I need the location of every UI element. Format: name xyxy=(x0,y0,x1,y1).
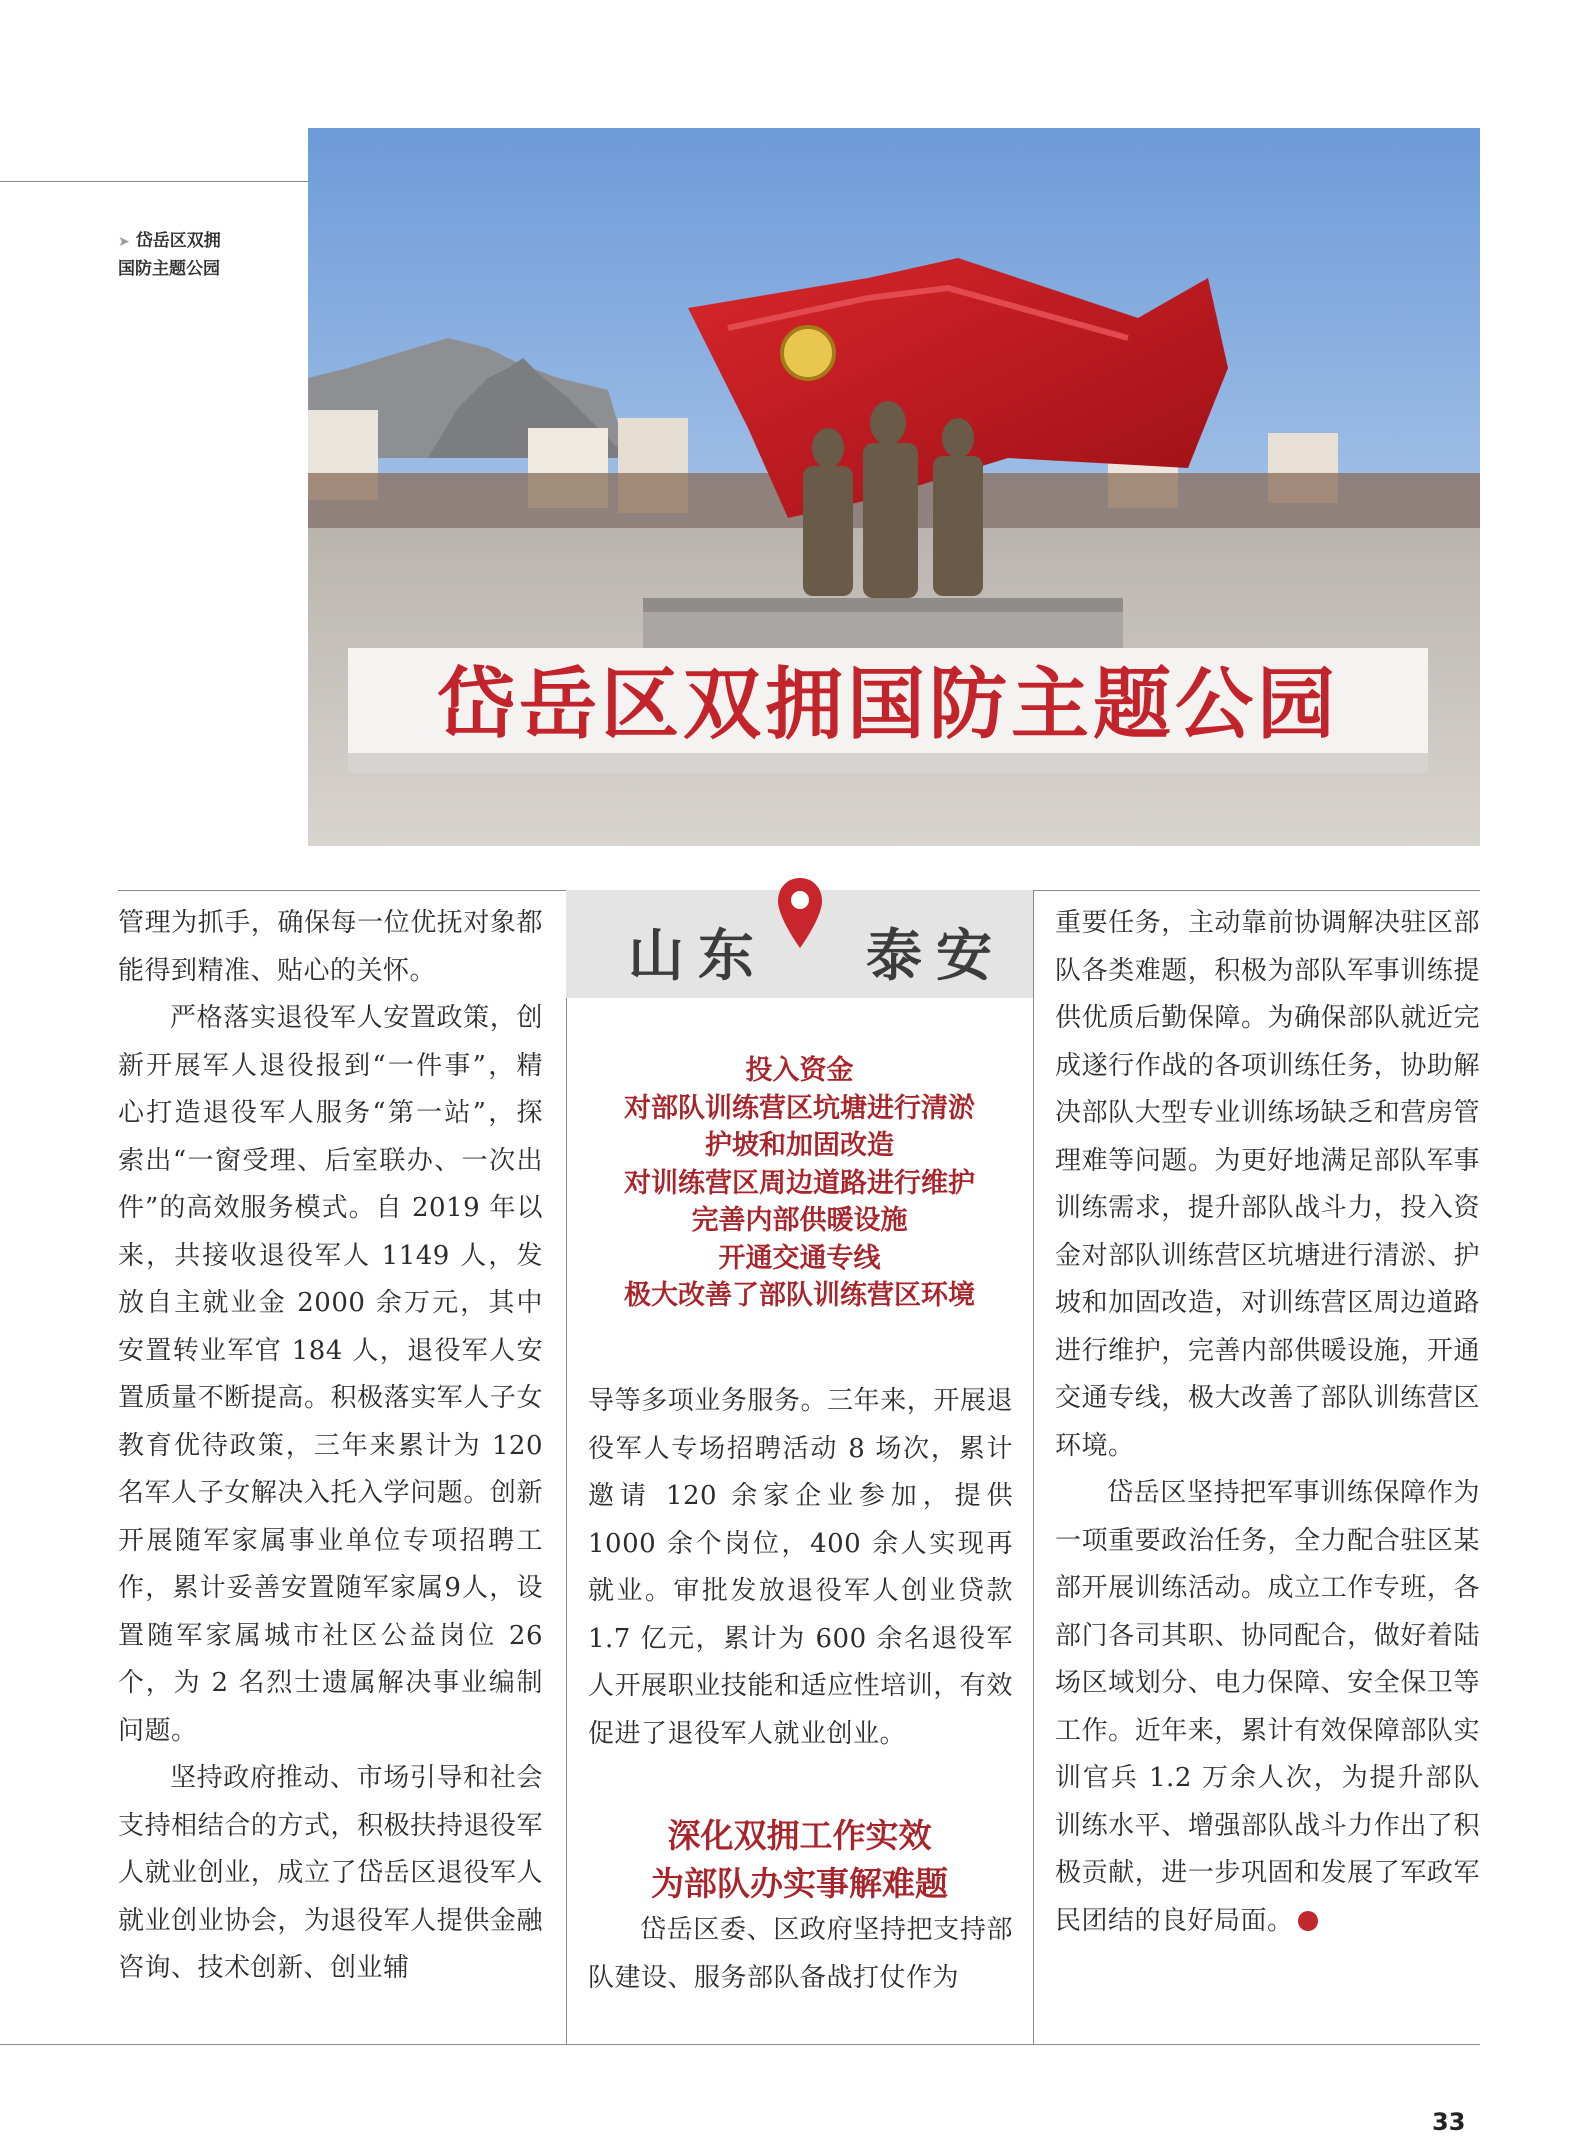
caption-line-2: 国防主题公园 xyxy=(118,259,220,279)
pull-quote-line: 对部队训练营区坑塘进行清淤 xyxy=(624,1092,975,1124)
subheading-line-1: 深化双拥工作实效 xyxy=(667,1816,932,1855)
mid-rule-right xyxy=(1033,890,1480,891)
park-photo-illustration xyxy=(308,128,1480,846)
pull-quote xyxy=(566,1052,1033,1315)
col1-paragraph-3: 坚持政府推动、市场引导和社会支持相结合的方式，积极扶持退役军人就业创业，成立了岱岳区退役军人就业创业协会，为退役军人提供金融咨询、技术创新、创业辅 xyxy=(118,1763,543,1983)
pull-quote-line: 极大改善了部队训练营区环境 xyxy=(624,1280,975,1311)
col1-paragraph-2: 严格落实退役军人安置政策，创新开展军人退役报到“一件事”，精心打造退役军人服务“第一站”，探索出“一窗受理、后室联办、一次出件”的高效服务模式。自 2019 年以来，共接收退役军人 1149 人，发放自主就业金 2000 余万元，其中安置转业军官 184 人，退役军人安置质量不断提高。积极落实军人子女教育优待政策，三年来累计为 120 名军人子女解决入托入学问题。创新开展随军家属事业单位专项招聘工作，累计妥善安置随军家属9人，设置随军家属城市社区公益岗位 26 个，为 2 名烈士遗属解决事业编制问题。 xyxy=(118,1003,543,1746)
map-pin-icon xyxy=(776,876,824,952)
end-mark-icon xyxy=(1298,1911,1318,1931)
col2-paragraph-2: 岱岳区委、区政府坚持把支持部队建设、服务部队备战打仗作为 xyxy=(588,1915,1013,1993)
pull-quote-line: 护坡和加固改造 xyxy=(705,1130,894,1161)
location-province: 山东 xyxy=(628,924,768,989)
park-sign-text: 岱岳区双拥国防主题公园 xyxy=(436,660,1340,750)
column-3 xyxy=(1055,900,1480,1945)
page-number: 33 xyxy=(1432,2108,1466,2136)
column-2-continued xyxy=(588,1907,1013,2002)
park-photo xyxy=(308,128,1480,846)
col3-paragraph-2-text: 岱岳区坚持把军事训练保障作为一项重要政治任务，全力配合驻区某部开展训练活动。成立工作专班，各部门各司其职、协同配合，做好着陆场区域划分、电力保障、安全保卫等工作。近年来，累计有效保障部队实训官兵 1.2 万余人次，为提升部队训练水平、增强部队战斗力作出了积极贡献，进一步巩固和发展了军政军民团结的良好局面。 xyxy=(1055,1478,1480,1936)
location-city: 泰安 xyxy=(866,924,1006,989)
column-2 xyxy=(588,1378,1013,1758)
pull-quote-line: 投入资金 xyxy=(745,1055,854,1086)
mid-rule-left xyxy=(118,890,566,891)
park-sign xyxy=(348,648,1428,773)
column-1 xyxy=(118,900,543,1993)
col1-paragraph-1: 管理为抓手，确保每一位优抚对象都能得到精准、贴心的关怀。 xyxy=(118,908,543,986)
col2-paragraph-1: 导等多项业务服务。三年来，开展退役军人专场招聘活动 8 场次，累计邀请 120 余家企业参加，提供 1000 余个岗位，400 余人实现再就业。审批发放退役军人创业贷款 1.7 亿元，累计为 600 余名退役军人开展职业技能和适应性培训，有效促进了退役军人就业创业。 xyxy=(588,1386,1013,1749)
pull-quote-line: 开通交通专线 xyxy=(718,1242,881,1274)
column-divider-right xyxy=(1033,890,1034,2044)
bottom-rule xyxy=(0,2044,1480,2045)
photo-caption xyxy=(118,228,298,283)
section-subheading xyxy=(566,1812,1033,1908)
col3-paragraph-2 xyxy=(1055,1470,1480,1945)
col3-paragraph-1: 重要任务，主动靠前协调解决驻区部队各类难题，积极为部队军事训练提供优质后勤保障。为确保部队就近完成遂行作战的各项训练任务，协助解决部队大型专业训练场缺乏和营房管理难等问题。为更好地满足部队军事训练需求，提升部队战斗力，投入资金对部队训练营区坑塘进行清淤、护坡和加固改造，对训练营区周边道路进行维护，完善内部供暖设施，开通交通专线，极大改善了部队训练营区环境。 xyxy=(1055,908,1480,1461)
pull-quote-line: 对训练营区周边道路进行维护 xyxy=(624,1167,975,1199)
caption-arrow-icon: ➤ xyxy=(118,234,130,250)
top-rule xyxy=(0,181,308,182)
location-box xyxy=(566,890,1033,998)
caption-line-1: 岱岳区双拥 xyxy=(135,231,221,251)
subheading-line-2: 为部队办实事解难题 xyxy=(651,1864,948,1903)
pull-quote-line: 完善内部供暖设施 xyxy=(691,1205,908,1236)
